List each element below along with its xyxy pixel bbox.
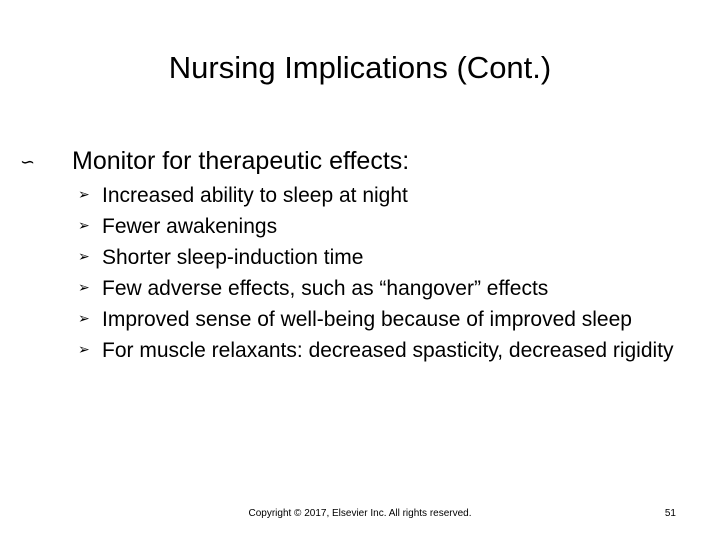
arrow-bullet-icon: ➢	[78, 218, 90, 234]
sub-bullet	[78, 180, 678, 211]
arrow-bullet-icon: ➢	[78, 280, 90, 296]
sub-bullet-text: Increased ability to sleep at night	[102, 184, 408, 207]
slide-title: Nursing Implications (Cont.)	[168, 50, 552, 85]
main-bullet-text: Monitor for therapeutic effects:	[72, 147, 410, 175]
sub-bullet-text: Few adverse effects, such as “hangover” effects	[102, 277, 549, 300]
sub-bullet-text: Improved sense of well-being because of improved sleep	[102, 308, 632, 331]
copyright-footer: Copyright © 2017, Elsevier Inc. All rights reserved.	[248, 508, 472, 519]
arrow-bullet-icon: ➢	[78, 342, 90, 358]
wave-bullet-icon: ∽	[20, 152, 36, 173]
arrow-bullet-icon: ➢	[78, 311, 90, 327]
sub-bullet-text: Shorter sleep-induction time	[102, 246, 364, 269]
arrow-bullet-icon: ➢	[78, 187, 90, 203]
sub-bullet	[78, 304, 678, 335]
sub-bullet	[78, 273, 678, 304]
page-number: 51	[664, 508, 676, 519]
sub-bullet-text: For muscle relaxants: decreased spasticity, decreased rigidity	[102, 339, 674, 362]
sub-bullet-text: Fewer awakenings	[102, 215, 278, 238]
sub-bullet	[78, 335, 678, 366]
arrow-bullet-icon: ➢	[78, 249, 90, 265]
sub-bullet-list	[78, 180, 678, 366]
main-bullet	[20, 146, 409, 178]
sub-bullet	[78, 242, 678, 273]
sub-bullet	[78, 211, 678, 242]
